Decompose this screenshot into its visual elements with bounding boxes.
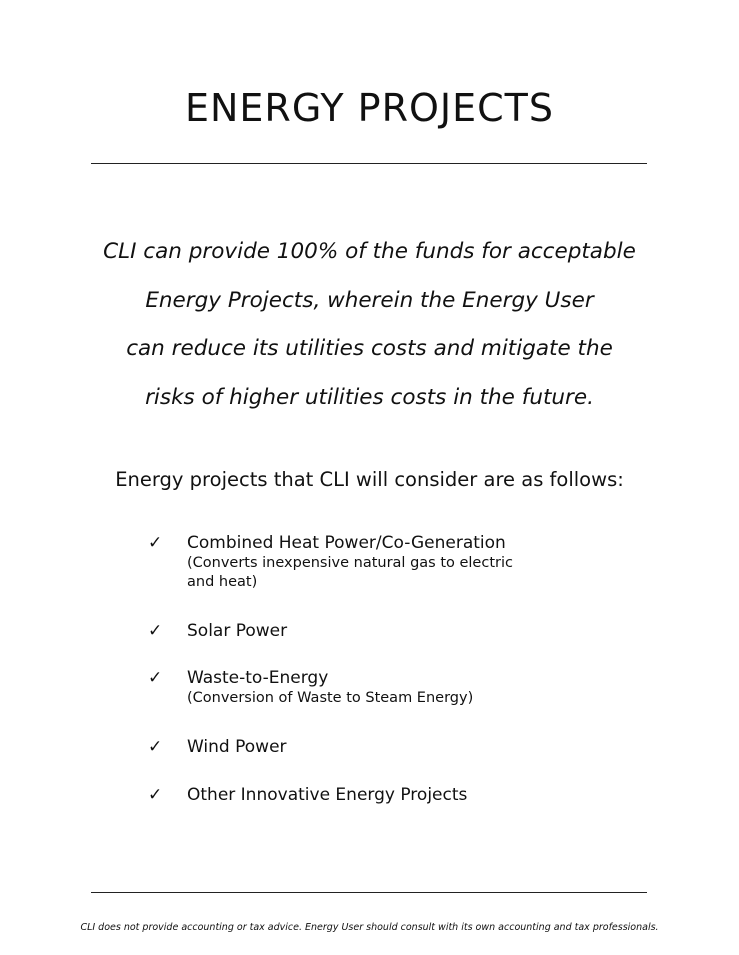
list-item <box>0 532 739 620</box>
item-label: Other Innovative Energy Projects <box>187 785 468 805</box>
intro-line-4: risks of higher utilities costs in the future. <box>145 384 594 410</box>
checkmark-icon: ✓ <box>148 621 163 641</box>
item-description: (Converts inexpensive natural gas to electric and heat) <box>187 555 513 590</box>
item-label: Solar Power <box>187 621 288 641</box>
top-divider <box>91 163 647 164</box>
bottom-divider <box>91 892 647 893</box>
list-item <box>0 784 739 824</box>
checkmark-icon: ✓ <box>148 737 163 757</box>
intro-line-3: can reduce its utilities costs and mitigate the <box>126 336 613 361</box>
checkmark-icon: ✓ <box>148 668 163 688</box>
item-label: Waste-to-Energy <box>187 668 329 688</box>
page-title: ENERGY PROJECTS <box>184 86 554 130</box>
intro-paragraph <box>0 228 739 422</box>
list-item <box>0 667 739 736</box>
disclaimer-footer: CLI does not provide accounting or tax advice. Energy User should consult with its own accounting and tax professionals. <box>80 922 659 933</box>
projects-list <box>0 532 739 824</box>
checkmark-icon: ✓ <box>148 785 163 805</box>
list-item <box>0 736 739 784</box>
item-label: Combined Heat Power/Co-Generation <box>187 533 506 553</box>
item-label: Wind Power <box>187 737 287 757</box>
checkmark-icon: ✓ <box>148 533 163 553</box>
item-description: (Conversion of Waste to Steam Energy) <box>187 690 474 706</box>
intro-line-2: Energy Projects, wherein the Energy User <box>145 287 594 313</box>
projects-lead-text: Energy projects that CLI will consider are as follows: <box>115 468 624 491</box>
list-item <box>0 620 739 667</box>
intro-line-1: CLI can provide 100% of the funds for acceptable <box>103 239 636 264</box>
